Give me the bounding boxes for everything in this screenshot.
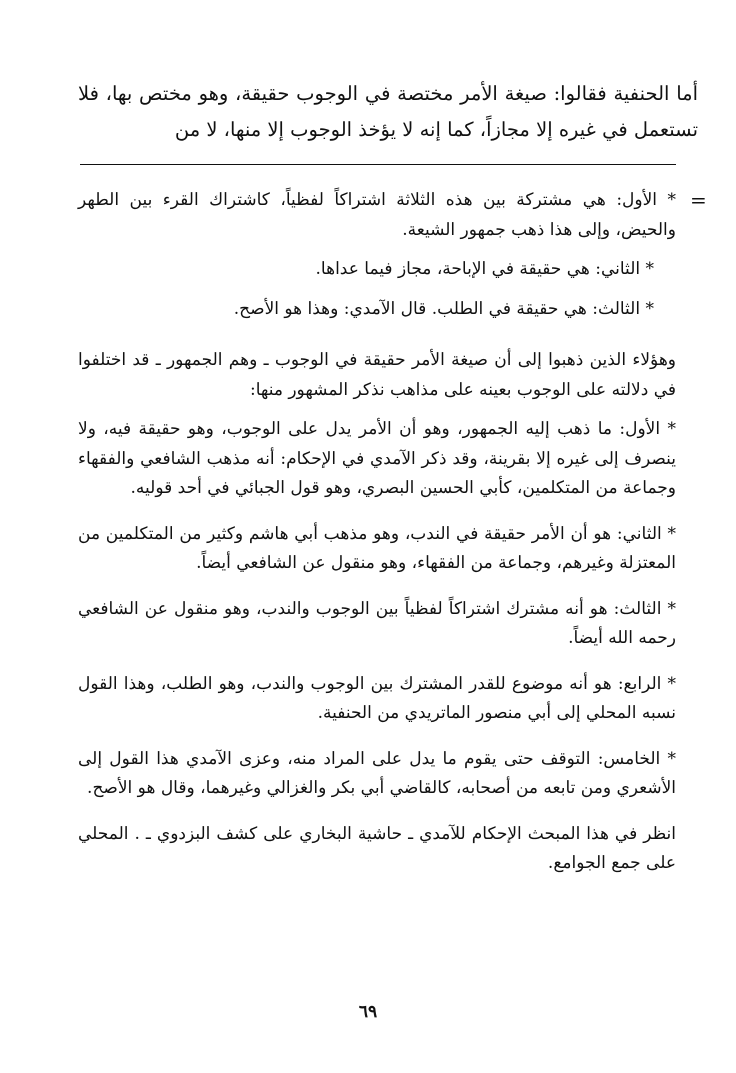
- footnote-item: * الخامس: التوقف حتى يقوم ما يدل على المراد منه، وعزى الآمدي هذا القول إلى الأشعري ومن تابعه من أصحابه، كالقاضي أبي بكر والغزالي وغيرهما، وقال هو الأصح.: [78, 748, 676, 798]
- footnote-item: * الثاني: هو أن الأمر حقيقة في الندب، وهو مذهب أبي هاشم وكثير من المتكلمين من المعتزلة وغيرهم، وجماعة من الفقهاء، وهو منقول عن الشافعي أيضاً.: [78, 523, 676, 573]
- page-number: ٦٩: [358, 1002, 378, 1022]
- footnote-item: * الأول: ما ذهب إليه الجمهور، وهو أن الأمر يدل على الوجوب، وهو حقيقة فيه، ولا ينصرف إلى غيره إلا بقرينة، وقد ذكر الآمدي في الإحكام: أنه مذهب الشافعي والفقهاء وجماعة من المتكلمين، كأبي الحسين البصري، وهو قول الجبائي في أحد قوليه.: [78, 419, 676, 498]
- continuation-mark: =: [690, 188, 707, 212]
- footnote-item: * الثاني: هي حقيقة في الإباحة، مجاز فيما عداها.: [315, 259, 654, 279]
- footnotes-section: [78, 186, 676, 879]
- footnote-item: * الأول: هي مشتركة بين هذه الثلاثة اشتراكاً لفظياً، كاشتراك القرء بين الطهر والحيض، وإلى هذا ذهب جمهور الشيعة.: [78, 190, 676, 240]
- footnote-item: وهؤلاء الذين ذهبوا إلى أن صيغة الأمر حقيقة في الوجوب ـ وهم الجمهور ـ قد اختلفوا في دلالته على الوجوب بعينه على مذاهب نذكر المشهور منها:: [78, 350, 676, 400]
- footnote-item: انظر في هذا المبحث الإحكام للآمدي ـ حاشية البخاري على كشف البزدوي ـ . المحلي على جمع الجوامع.: [78, 823, 676, 873]
- footnote-item: * الرابع: هو أنه موضوع للقدر المشترك بين الوجوب والندب، وهو الطلب، وهذا القول نسبه المحلي إلى أبي منصور الماتريدي من الحنفية.: [78, 673, 676, 723]
- footnote-item: * الثالث: هو أنه مشترك اشتراكاً لفظياً بين الوجوب والندب، وهو منقول عن الشافعي رحمه الله أيضاً.: [78, 598, 676, 648]
- main-text-paragraph: أما الحنفية فقالوا: صيغة الأمر مختصة في الوجوب حقيقة، وهو مختص بها، فلا تستعمل في غيره إلا مجازاً، كما إنه لا يؤخذ الوجوب إلا منها، لا من: [78, 82, 698, 141]
- footnote-divider: [80, 164, 676, 165]
- footnote-item: * الثالث: هي حقيقة في الطلب. قال الآمدي: وهذا هو الأصح.: [233, 298, 654, 319]
